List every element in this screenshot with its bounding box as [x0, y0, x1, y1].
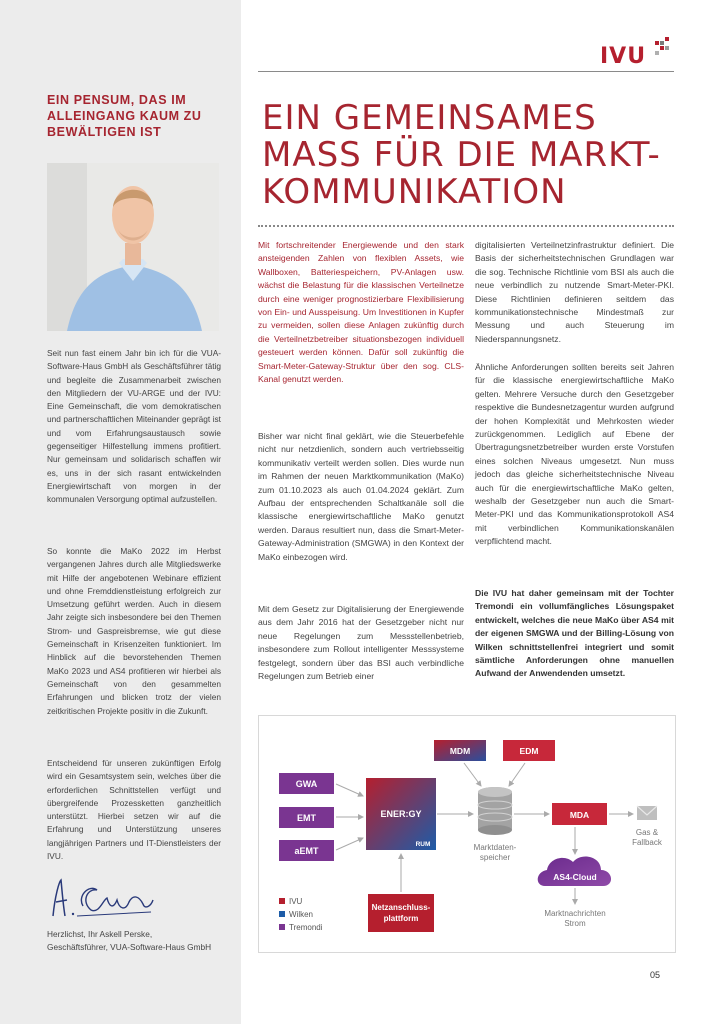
article-paragraph-col1-2: Bisher war nicht final geklärt, wie die Steuerbefehle nicht nur netzdienlich, sondern auch vertriebsseitig kommunikativ verteilt werden sollen. Dies wurde nun im Rahmen der neuen Marktkommunikation (MaKo) zum 01.10.2023 als auch 01.04.2024 geklärt. Zum Aufbau der entsprechenden Schaltkanäle soll die klassische energiewirtschaftliche MaKo genutzt werden. Daraus resultiert nun, dass die Smart-Meter-Gateway-Administration (SMGWA) in den Kontext der MaKo einbezogen wird.	[258, 431, 464, 562]
header-rule	[258, 71, 674, 72]
envelope-icon	[637, 806, 657, 820]
architecture-diagram	[258, 715, 676, 953]
sidebar-paragraph-1: Seit nun fast einem Jahr bin ich für die VUA-Software-Haus GmbH als Geschäftsführer tätig und begleite die Zusammenarbeit zwischen den Mitgliedern der VU-ARGE und der IVU: Eine Gemeinschaft, die vom demokratischen und partnerschaftlichen Miteinander geprägt ist und vom Erfahrungsaustausch sowie gegenseitiger Hilfestellung immens profitiert. Nur gemeinsam und solidarisch schaffen wir es, uns in der sich rasant entwickelnden Energiewirtschaft von morgen in der kommunalen Versorgung optimal aufzustellen.	[47, 348, 221, 505]
database-icon	[478, 787, 512, 835]
ivu-logo	[600, 37, 672, 67]
legend-wilken: Wilken	[289, 910, 314, 919]
sidebar-closing	[47, 928, 237, 955]
gwa-label: GWA	[295, 779, 318, 789]
diagram-legend	[279, 897, 323, 932]
closing-line-2: Geschäftsführer, VUA-Software-Haus GmbH	[47, 942, 212, 953]
strom-label-1: Marktnachrichten	[544, 909, 606, 918]
closing-line-1: Herzlichst, Ihr Askell Perske,	[47, 929, 153, 939]
speicher-label-2: speicher	[479, 853, 511, 862]
title-divider	[258, 225, 674, 227]
rum-label: RUM	[415, 841, 431, 848]
aemt-label: aEMT	[294, 846, 319, 856]
mdm-label: MDM	[449, 746, 471, 756]
cloud-label: AS4-Cloud	[553, 872, 597, 882]
article-title: EIN GEMEINSAMES MASS FÜR DIE MARKT-KOMMUNIKATION	[262, 98, 661, 212]
page-number: 05	[650, 970, 661, 980]
sidebar-heading: EIN PENSUM, DAS IM ALLEINGANG KAUM ZU BEWÄLTIGEN IST	[47, 93, 202, 139]
article-paragraph-col2-3: Die IVU hat daher gemeinsam mit der Tochter Tremondi ein vollumfängliches Lösungspaket entwickelt, welches die neue MaKo über AS4 mit der eigenen SMGWA und der Billing-Lösung von Wilken schnittstellenfrei integriert und somit sämtliche Anforderungen ohne manuellen Aufwand der Anwendenden umsetzt.	[475, 588, 674, 679]
energy-label: ENER:GY	[380, 809, 422, 819]
article-paragraph-col2-2: Ähnliche Anforderungen sollten bereits seit Jahren für die klassische energiewirtschaftliche MaKo gelten. Mehrere Versuche durch den Gesetzgeber respektive die Bundesnetzagentur wurden aufgrund der hohen Komplexität und Mehrkosten wieder zurückgenommen. Lediglich auf Ebene der Übertragungsnetzbetreiber wurden erste Vorstufen eines solchen Niveaus umgesetzt. Nun muss jedoch das gleiche sicherheitstechnische Niveau auch für die energiewirtschaftliche MaKo gelten, weshalb der Gesetzgeber nun auch die Smart-Meter-PKI und das Kommunikationsprotokoll AS4 mit verbindlichen Kommunikationskanälen verpflichtend macht.	[475, 362, 674, 547]
legend-tremondi: Tremondi	[289, 923, 323, 932]
gas-label-1: Gas &	[635, 828, 659, 837]
emt-label: EMT	[297, 813, 316, 823]
strom-label-2: Strom	[564, 919, 586, 928]
speicher-label-1: Marktdaten-	[473, 843, 517, 852]
article-paragraph-col1-3: Mit dem Gesetz zur Digitalisierung der Energiewende aus dem Jahr 2016 hat der Gesetzgeber nicht nur neue Regelungen zum Messstellenbetrieb, insbesondere zum Rollout intelligenter Messsysteme festgelegt, sondern über das BSI auch verbindliche Regelungen zum Betrieb einer	[258, 604, 464, 682]
legend-ivu: IVU	[289, 897, 303, 906]
author-portrait	[47, 163, 219, 331]
sidebar-paragraph-2: So konnte die MaKo 2022 im Herbst vergangenen Jahres durch alle Mitgliedswerke mit Hilfe der angebotenen Webinare effizient und ohne Fremddienstleistung erfolgreich zur Umsetzung geführt werden. Auch in diesem Jahr zeigte sich insbesondere bei den Themen Strom- und Gaspreisbremse, wie gut diese Gemeinschaft in Krisenzeiten funktioniert. Im Hinblick auf die bevorstehenden Themen MaKo 2023 und AS4 profitieren wir hierbei als Gemeinschaft von den gesammelten Erfahrungen und blicken trotz der vielen zeitkritischen Projekte positiv in die Zukunft.	[47, 546, 221, 716]
gas-label-2: Fallback	[632, 838, 662, 847]
netz-label-2: plattform	[383, 914, 419, 923]
article-lead: Mit fortschreitender Energiewende und den stark ansteigenden Zahlen von flexiblen Assets, wie Wallboxen, Batteriespeichern, PV-Anlagen usw. wächst die Belastung für die klassischen Verteilnetze durch eine weniger prognostizierbare Flexibilisierung von Ein- und Ausspeisung. Um Investitionen in Kupfer zu vermeiden, sollen diese Anlagen zukünftig durch die Verteilnetzbetreiber situationsbezogen individuell gesteuert werden können. Dafür soll zukünftig die Smart-Meter-Gateway-Struktur über den sog. CLS-Kanal genutzt werden.	[258, 240, 464, 385]
netz-label-1: Netzanschluss-	[371, 903, 431, 912]
logo-text: IVU	[600, 44, 647, 67]
edm-label: EDM	[519, 746, 539, 756]
sidebar	[0, 0, 241, 1024]
handwritten-signature	[47, 876, 157, 922]
netzanschluss-box	[368, 894, 434, 932]
mda-label: MDA	[569, 810, 590, 820]
sidebar-paragraph-3: Entscheidend für unseren zukünftigen Erfolg wird ein Gesamtsystem sein, welches über die erforderlichen Schnittstellen verfügt und übergreifende Prozessketten ganzheitlich unterstützt. Hierbei setzen wir auf die Erfahrung und Unterstützung unseres langjährigen Partners und IT-Dienstleisters der IVU.	[47, 758, 221, 862]
article-paragraph-col2-1: digitalisierten Verteilnetzinfrastruktur definiert. Die Basis der sicherheitstechnischen Grundlagen war die sog. Technische Richtlinie vom BSI als auch die neue verbindlich zu nutzende Smart-Meter-PKI. Diese Richtlinien definieren seitdem das kommunikationstechnische Mindestmaß zur Messung und auch Steuerung im Niederspannungsnetz.	[475, 240, 674, 344]
